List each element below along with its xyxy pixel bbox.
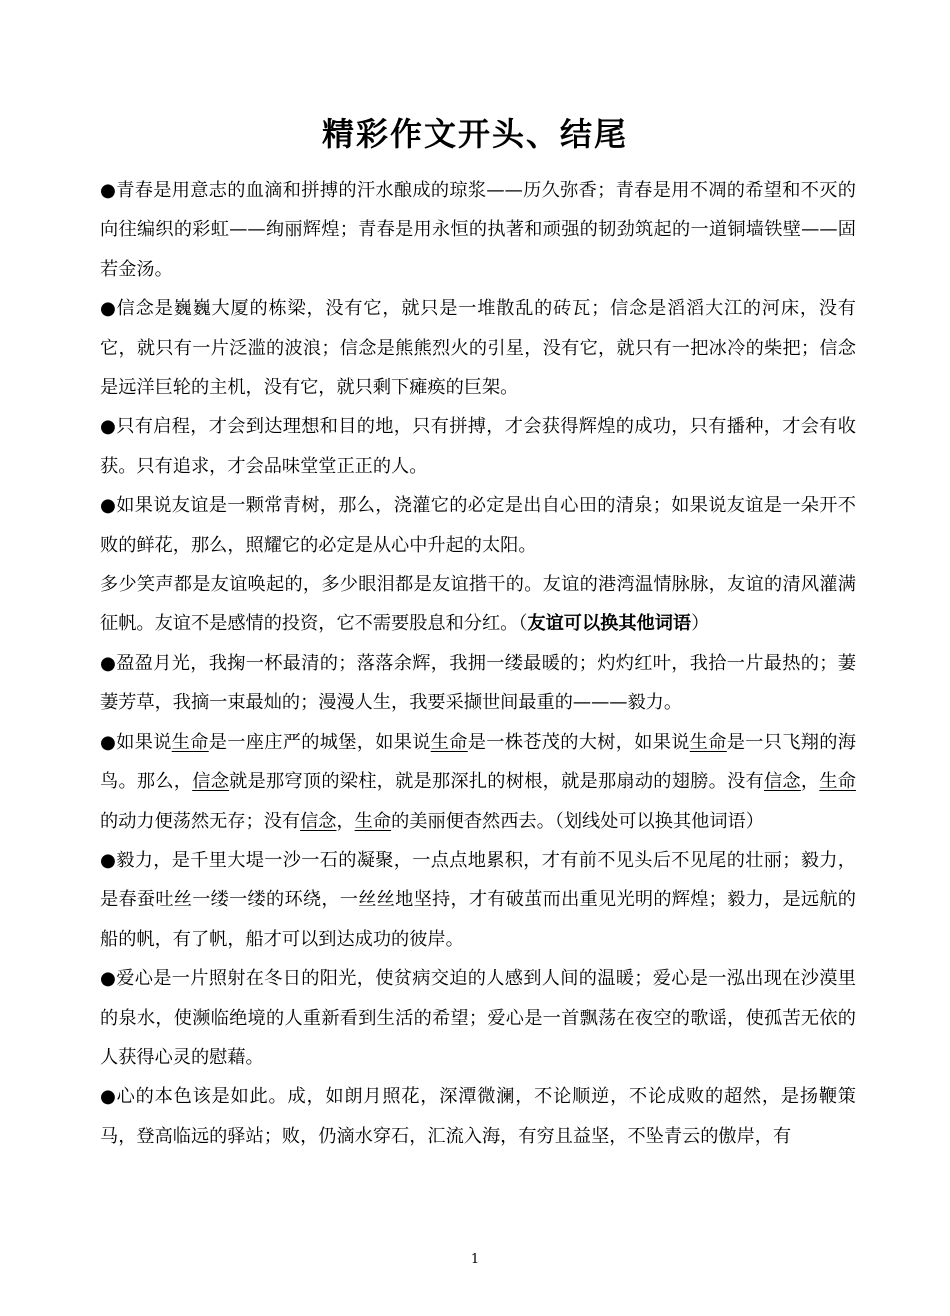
paragraph-friendship-laughter xyxy=(100,565,856,644)
page-number: 1 xyxy=(470,1252,480,1267)
text-run: 就是那穹顶的梁柱，就是那深扎的树根，就是那扇动的翅膀。没有 xyxy=(229,771,764,793)
underlined-word: 生命 xyxy=(354,810,392,832)
document-title: 精彩作文开头、结尾 xyxy=(321,115,628,153)
text-run: 是一座庄严的城堡，如果说 xyxy=(208,731,431,753)
bold-note: 友谊可以换其他词语 xyxy=(527,613,692,635)
text-run: ， xyxy=(336,810,355,832)
bullet-icon: ● xyxy=(100,180,117,201)
paragraph-friendship xyxy=(100,486,856,565)
text-run: 的美丽便杳然西去。（划线处可以换其他词语） xyxy=(391,810,764,832)
underlined-word: 生命 xyxy=(430,731,468,753)
paragraph-love xyxy=(100,959,856,1077)
underlined-word: 信念 xyxy=(192,771,230,793)
text-run: 的动力便荡然无存；没有 xyxy=(100,810,301,832)
bullet-icon: ● xyxy=(100,1086,117,1108)
text-run: 是一只飞翔的海鸟。那么， xyxy=(100,731,856,793)
text-run: 如果说 xyxy=(116,731,172,753)
paragraph-text-end: ） xyxy=(691,613,710,635)
paragraph-text: 青春是用意志的血滴和拼搏的汗水酿成的琼浆——历久弥香；青春是用不凋的希望和不灭的向往编织的彩虹——绚丽辉煌；青春是用永恒的执著和顽强的韧劲筑起的一道铜墙铁壁——固若金汤。 xyxy=(100,180,856,280)
paragraph-text: 只有启程，才会到达理想和目的地，只有拼搏，才会获得辉煌的成功，只有播种，才会有收获。只有追求，才会品味堂堂正正的人。 xyxy=(100,416,856,477)
paragraph-text: 信念是巍巍大厦的栋梁，没有它，就只是一堆散乱的砖瓦；信念是滔滔大江的河床，没有它，就只有一片泛滥的波浪；信念是熊熊烈火的引星，没有它，就只有一把冰冷的柴把；信念是远洋巨轮的主机，没有它，就只剩下瘫痪的巨架。 xyxy=(100,298,856,399)
paragraph-heart xyxy=(100,1077,856,1156)
text-run: 是一株苍茂的大树，如果说 xyxy=(467,731,690,753)
bullet-icon: ● xyxy=(100,731,117,753)
paragraph-text: 心的本色该是如此。成，如朗月照花，深潭微澜，不论顺逆，不论成败的超然，是扬鞭策马，登高临远的驿站；败，仍滴水穿石，汇流入海，有穷且益坚，不坠青云的傲岸，有 xyxy=(100,1086,856,1147)
bullet-icon: ● xyxy=(100,416,117,438)
document-body xyxy=(100,171,856,1156)
underlined-word: 生命 xyxy=(689,731,727,753)
paragraph-belief xyxy=(100,289,856,407)
text-run: ， xyxy=(800,771,820,793)
paragraph-text: 如果说友谊是一颗常青树，那么，浇灌它的必定是出自心田的清泉；如果说友谊是一朵开不败的鲜花，那么，照耀它的必定是从心中升起的太阳。 xyxy=(100,495,856,556)
paragraph-willpower xyxy=(100,841,856,959)
paragraph-text: 盈盈月光，我掬一杯最清的；落落余辉，我拥一缕最暖的；灼灼红叶，我拾一片最热的；萋萋芳草，我摘一束最灿的；漫漫人生，我要采撷世间最重的———毅力。 xyxy=(100,652,856,714)
bullet-icon: ● xyxy=(100,968,117,990)
paragraph-perseverance xyxy=(100,644,856,723)
paragraph-life-belief xyxy=(100,723,856,841)
bullet-icon: ● xyxy=(100,298,117,320)
bullet-icon: ● xyxy=(100,652,117,674)
paragraph-journey xyxy=(100,407,856,486)
bullet-icon: ● xyxy=(100,849,117,871)
bullet-icon: ● xyxy=(100,495,117,517)
paragraph-youth xyxy=(100,171,856,289)
underlined-word: 生命 xyxy=(819,771,856,793)
paragraph-text: 毅力，是千里大堤一沙一石的凝聚，一点点地累积，才有前不见头后不见尾的壮丽；毅力，是春蚕吐丝一缕一缕的环绕，一丝丝地坚持，才有破茧而出重见光明的辉煌；毅力，是远航的船的帆，有了帆，船才可以到达成功的彼岸。 xyxy=(100,849,856,950)
underlined-word: 生命 xyxy=(171,731,209,753)
paragraph-text: 爱心是一片照射在冬日的阳光，使贫病交迫的人感到人间的温暖；爱心是一泓出现在沙漠里的泉水，使濒临绝境的人重新看到生活的希望；爱心是一首飘荡在夜空的歌谣，使孤苦无依的人获得心灵的慰藉。 xyxy=(100,968,856,1068)
paragraph-text: 多少笑声都是友谊唤起的，多少眼泪都是友谊揩干的。友谊的港湾温情脉脉，友谊的清风灌满征帆。友谊不是感情的投资，它不需要股息和分红。（ xyxy=(100,574,856,635)
underlined-word: 信念 xyxy=(763,771,801,793)
underlined-word: 信念 xyxy=(300,810,337,832)
